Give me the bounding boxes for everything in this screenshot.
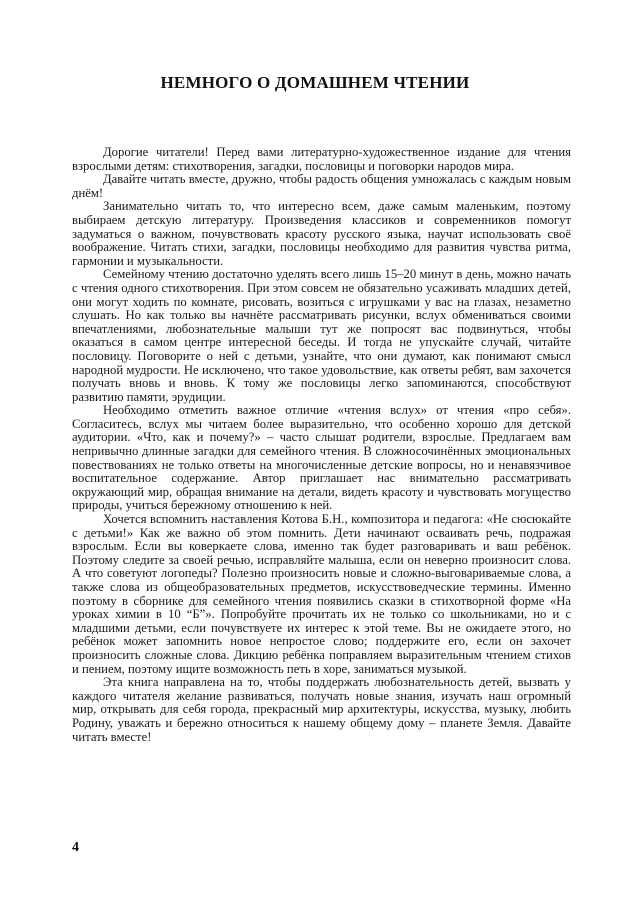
- paragraph-intro: Дорогие читатели! Перед вами литературно-художественное издание для чтения взрослыми детям: стихотворения, загадки, пословицы и поговорки народов мира.: [72, 145, 571, 173]
- paragraph-read-together: Давайте читать вместе, дружно, чтобы радость общения умножалась с каждым новым днём!: [72, 172, 571, 200]
- paragraph-reading-aloud: Необходимо отметить важное отличие «чтения вслух» от чтения «про себя». Согласитесь, вслух мы читаем более выразительно, что особенно хорошо для детской аудитории. «Что, как и почему?» – часто слышат родители, взрослые. Предлагаем вам непривычно длинные загадки для семейного чтения. В сложносочинённых эмоциональных повествованиях не только ответы на многочисленные детские вопросы, но и ненавязчивое воспитательное содержание. Автор приглашает нас внимательно рассматривать окружающий мир, обращая внимание на детали, видеть красоту и чувствовать могущество природы, учиться бережному отношению к ней.: [72, 403, 571, 513]
- paragraph-book-purpose: Эта книга направлена на то, чтобы поддержать любознательность детей, вызвать у каждого читателя желание развиваться, получать новые знания, изучать наш огромный мир, открывать для себя города, прекрасный мир архитектуры, искусства, музыку, любить Родину, уважать и бережно относиться к нашему общему дому – планете Земля. Давайте читать вместе!: [72, 675, 571, 744]
- paragraph-family-reading: Семейному чтению достаточно уделять всего лишь 15–20 минут в день, можно начать с чтения одного стихотворения. При этом совсем не обязательно усаживать младших детей, они могут ходить по комнате, рисовать, возиться с игрушками у вас на глазах, незаметно слушать. Но как только вы начнёте рассматривать рисунки, вслух обмениваться своими впечатлениями, любознательные малыши тут же попросят вас подвинуться, чтобы оказаться в самом центре интересной беседы. И тогда не упускайте случай, читайте пословицу. Поговорите о ней с детьми, узнайте, что они думают, как понимают смысл народной мудрости. Не исключено, что такое удовольствие, как ответы ребят, вам захочется получать вновь и вновь. К тому же пословицы легко запоминаются, способствуют развитию памяти, эрудиции.: [72, 267, 571, 404]
- page-number: 4: [72, 840, 79, 855]
- body-text: [72, 146, 571, 744]
- page-title: НЕМНОГО О ДОМАШНЕМ ЧТЕНИИ: [160, 73, 470, 92]
- paragraph-kotov-advice: Хочется вспомнить наставления Котова Б.Н., композитора и педагога: «Не сюсюкайте с детьми!» Как же важно об этом помнить. Дети начинают осваивать речь, подражая взрослым. Если вы коверкаете слова, именно так будет разговаривать и ваш ребёнок. Поэтому следите за своей речью, исправляйте малыша, если он неверно произносит слова. А что советуют логопеды? Полезно произносить новые и сложно-выговариваемые слова, а также слова из общеобразовательных предметов, искусствоведческие термины. Именно поэтому в сборнике для семейного чтения появились сказки в стихотворной форме «На уроках химии в 10 “Б”». Попробуйте прочитать их не только со школьниками, но и с младшими детьми, если почувствуете их интерес к этой теме. Вы не ожидаете этого, но ребёнок может запомнить новое непростое слово; поддержите его, если он захочет произносить сложные слова. Дикцию ребёнка поправляем выразительным чтением стихов и пением, поэтому ищите возможность петь в хоре, заниматься музыкой.: [72, 512, 571, 676]
- paragraph-interesting: Занимательно читать то, что интересно всем, даже самым маленьким, поэтому выбираем детскую литературу. Произведения классиков и современников помогут задуматься о важном, почувствовать красоту русского языка, научат использовать своё воображение. Читать стихи, загадки, пословицы необходимо для развития чувства ритма, гармонии и музыкальности.: [72, 199, 571, 268]
